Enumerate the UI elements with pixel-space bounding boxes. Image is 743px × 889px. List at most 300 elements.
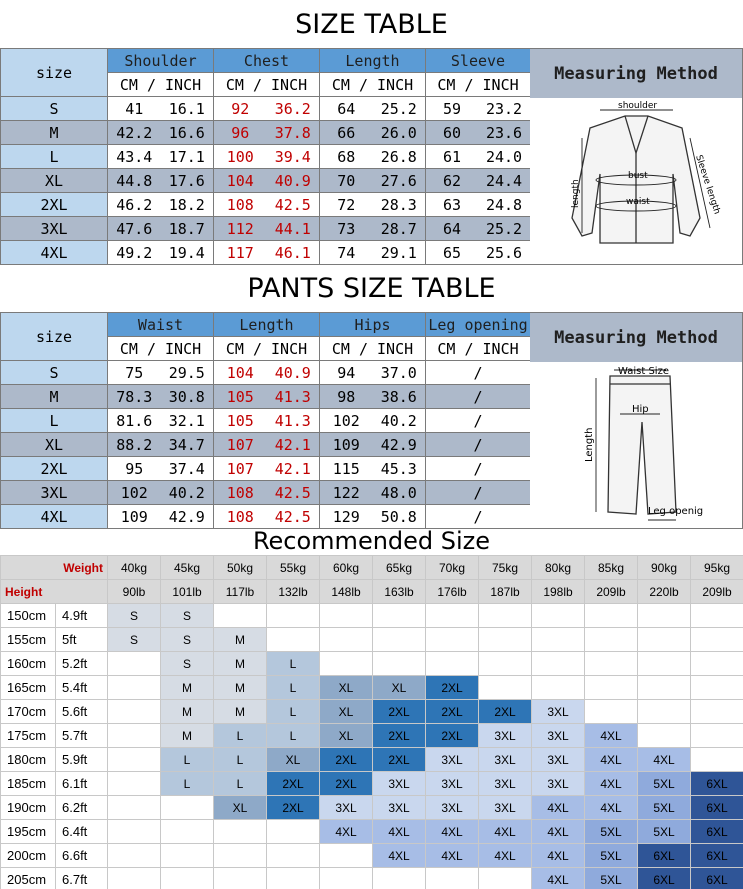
- rec-size-cell: 5XL: [638, 772, 691, 796]
- rec-height-ft: 5ft: [56, 628, 108, 652]
- pants-value-inch: 41.3: [274, 387, 311, 406]
- pants-value-inch: 50.8: [380, 507, 417, 526]
- rec-size-cell: M: [214, 676, 267, 700]
- pants-size-cell: 3XL: [1, 481, 108, 505]
- pants-value-inch: 41.3: [274, 411, 311, 430]
- diagram-sleeve-label: Sleeve length: [693, 153, 722, 216]
- rec-height-cm: 155cm: [1, 628, 56, 652]
- rec-size-cell: 5XL: [585, 844, 638, 868]
- rec-size-cell: 2XL: [426, 700, 479, 724]
- rec-size-cell: [532, 604, 585, 628]
- rec-weight-lb: 117lb: [214, 580, 267, 604]
- rec-size-cell: L: [267, 724, 320, 748]
- rec-size-cell: 6XL: [638, 868, 691, 889]
- shirt-value-inch: 23.6: [485, 123, 523, 142]
- rec-size-cell: 6XL: [691, 844, 743, 868]
- shirt-value-cm: 43.4: [116, 147, 153, 166]
- jacket-diagram: [530, 98, 743, 268]
- rec-size-cell: 4XL: [479, 844, 532, 868]
- pants-header-row: [1, 313, 531, 337]
- rec-row: [1, 652, 743, 676]
- pants-size-header: size: [1, 313, 108, 361]
- rec-size-cell: 4XL: [426, 844, 479, 868]
- pants-value-cell: [214, 505, 320, 529]
- rec-height-cm: 195cm: [1, 820, 56, 844]
- pants-value-inch: 42.5: [274, 507, 311, 526]
- shirt-value-cell: [108, 97, 214, 121]
- rec-size-cell: XL: [320, 676, 373, 700]
- pants-value: /: [473, 507, 483, 526]
- rec-size-cell: [638, 676, 691, 700]
- shirt-value-cm: 61: [442, 147, 462, 166]
- pants-unit-label: CM / INCH: [426, 337, 531, 361]
- shirt-value-inch: 17.1: [168, 147, 205, 166]
- rec-size-cell: [479, 652, 532, 676]
- rec-size-cell: 2XL: [426, 676, 479, 700]
- rec-size-cell: 4XL: [373, 820, 426, 844]
- rec-size-cell: S: [161, 652, 214, 676]
- shirt-size-cell: XL: [1, 169, 108, 193]
- rec-size-cell: 2XL: [373, 700, 426, 724]
- rec-size-cell: [161, 820, 214, 844]
- rec-size-cell: 4XL: [585, 748, 638, 772]
- shirt-value-cm: 112: [226, 219, 254, 238]
- pants-column-header: Length: [214, 313, 320, 337]
- shirt-row: [1, 217, 531, 241]
- rec-size-cell: L: [214, 748, 267, 772]
- shirt-unit-label: CM / INCH: [214, 73, 320, 97]
- rec-size-cell: L: [267, 676, 320, 700]
- diagram-pants-length-label: Length: [584, 427, 595, 462]
- pants-value-cell: [320, 457, 426, 481]
- pants-value-cm: 115: [332, 459, 360, 478]
- rec-size-cell: [426, 604, 479, 628]
- rec-size-cell: 3XL: [479, 724, 532, 748]
- rec-size-cell: XL: [320, 724, 373, 748]
- rec-size-cell: [638, 604, 691, 628]
- shirt-value-cell: [108, 193, 214, 217]
- rec-height-cm: 160cm: [1, 652, 56, 676]
- pants-size-cell: XL: [1, 433, 108, 457]
- shirt-value-inch: 36.2: [274, 99, 311, 118]
- rec-size-cell: [161, 796, 214, 820]
- diagram-hip-label: Hip: [632, 404, 649, 415]
- rec-size-cell: 4XL: [585, 724, 638, 748]
- rec-weight-lb: 132lb: [267, 580, 320, 604]
- pants-column-header: Leg opening: [426, 313, 531, 337]
- rec-size-cell: XL: [320, 700, 373, 724]
- shirt-value-cell: [214, 121, 320, 145]
- shirt-header-row: [1, 49, 531, 73]
- rec-height-cm: 205cm: [1, 868, 56, 889]
- rec-height-ft: 5.2ft: [56, 652, 108, 676]
- pants-value-cm: 129: [332, 507, 360, 526]
- rec-size-cell: [691, 652, 743, 676]
- rec-size-cell: [479, 628, 532, 652]
- rec-height-cm: 170cm: [1, 700, 56, 724]
- rec-size-cell: [691, 748, 743, 772]
- rec-size-cell: [108, 700, 161, 724]
- pants-row: [1, 481, 531, 505]
- pants-value-cell: [214, 361, 320, 385]
- shirt-value-cm: 72: [337, 195, 356, 214]
- shirt-value-cm: 108: [226, 195, 254, 214]
- pants-value-cell: [426, 433, 531, 457]
- rec-size-cell: [267, 628, 320, 652]
- pants-size-cell: L: [1, 409, 108, 433]
- recommended-size-table: [0, 555, 743, 889]
- rec-weight-lb: 220lb: [638, 580, 691, 604]
- rec-size-cell: [479, 676, 532, 700]
- rec-size-cell: 2XL: [426, 724, 479, 748]
- pants-size-cell: M: [1, 385, 108, 409]
- rec-size-cell: [161, 844, 214, 868]
- shirt-value-cell: [320, 169, 426, 193]
- rec-height-cm: 180cm: [1, 748, 56, 772]
- shirt-size-cell: 3XL: [1, 217, 108, 241]
- pants-value-cm: 108: [226, 483, 254, 502]
- pants-value-cell: [108, 481, 214, 505]
- pants-measuring-method-panel: [530, 312, 743, 529]
- rec-size-cell: L: [267, 700, 320, 724]
- rec-weight-lb: 101lb: [161, 580, 214, 604]
- rec-weight-kg: 60kg: [320, 556, 373, 580]
- shirt-value-cell: [108, 145, 214, 169]
- rec-size-cell: [638, 652, 691, 676]
- rec-height-cm: 150cm: [1, 604, 56, 628]
- rec-size-cell: 2XL: [373, 748, 426, 772]
- rec-size-cell: 4XL: [585, 772, 638, 796]
- rec-size-cell: [108, 772, 161, 796]
- shirt-value-inch: 29.1: [380, 243, 417, 262]
- shirt-value-inch: 37.8: [274, 123, 311, 142]
- shirt-value-cm: 62: [442, 171, 462, 190]
- pants-row: [1, 433, 531, 457]
- rec-size-cell: [108, 652, 161, 676]
- shirt-value-cell: [426, 121, 531, 145]
- shirt-column-header: Shoulder: [108, 49, 214, 73]
- shirt-value-inch: 24.0: [485, 147, 523, 166]
- shirt-value-cm: 70: [337, 171, 356, 190]
- rec-weight-lb: 187lb: [479, 580, 532, 604]
- shirt-value-cm: 68: [337, 147, 356, 166]
- pants-value-inch: 40.9: [274, 363, 311, 382]
- pants-value-cell: [426, 385, 531, 409]
- shirt-unit-label: CM / INCH: [426, 73, 531, 97]
- pants-size-cell: 2XL: [1, 457, 108, 481]
- shirt-value-cell: [320, 121, 426, 145]
- rec-size-cell: L: [214, 772, 267, 796]
- shirt-value-inch: 28.7: [380, 219, 417, 238]
- rec-size-cell: 4XL: [638, 748, 691, 772]
- rec-size-cell: 3XL: [320, 796, 373, 820]
- shirt-value-inch: 16.6: [168, 123, 205, 142]
- pants-value-cm: 78.3: [116, 387, 153, 406]
- pants-value-inch: 37.4: [168, 459, 205, 478]
- rec-size-cell: [214, 820, 267, 844]
- rec-size-cell: [161, 868, 214, 889]
- rec-size-cell: [585, 604, 638, 628]
- shirt-value-inch: 19.4: [168, 243, 205, 262]
- shirt-value-cell: [214, 169, 320, 193]
- shirt-value-cell: [426, 217, 531, 241]
- shirt-row: [1, 121, 531, 145]
- rec-size-cell: 4XL: [532, 868, 585, 889]
- pants-value-cm: 94: [337, 363, 356, 382]
- rec-height-cm: 175cm: [1, 724, 56, 748]
- shirt-value-cm: 59: [442, 99, 462, 118]
- rec-size-cell: [267, 844, 320, 868]
- pants-value-cell: [320, 433, 426, 457]
- shirt-value-cm: 46.2: [116, 195, 153, 214]
- pants-value-cm: 88.2: [116, 435, 153, 454]
- rec-size-cell: [373, 604, 426, 628]
- pants-unit-label: CM / INCH: [108, 337, 214, 361]
- pants-value: /: [473, 483, 483, 502]
- rec-size-cell: 4XL: [426, 820, 479, 844]
- rec-size-cell: 3XL: [532, 772, 585, 796]
- rec-weight-kg: 85kg: [585, 556, 638, 580]
- rec-size-cell: 3XL: [373, 796, 426, 820]
- pants-value-cell: [426, 409, 531, 433]
- rec-weight-lb: 198lb: [532, 580, 585, 604]
- shirt-value-cm: 74: [337, 243, 356, 262]
- rec-row: [1, 604, 743, 628]
- rec-size-cell: [585, 676, 638, 700]
- rec-size-cell: [320, 604, 373, 628]
- pants-value-cell: [108, 385, 214, 409]
- rec-size-cell: 3XL: [479, 796, 532, 820]
- pants-column-header: Hips: [320, 313, 426, 337]
- rec-size-cell: L: [161, 748, 214, 772]
- pants-value-inch: 45.3: [380, 459, 417, 478]
- pants-row: [1, 457, 531, 481]
- pants-value-cell: [214, 457, 320, 481]
- shirt-value-cell: [214, 97, 320, 121]
- rec-size-cell: [691, 724, 743, 748]
- diagram-shoulder-label: shoulder: [618, 101, 658, 111]
- rec-size-cell: [585, 700, 638, 724]
- rec-height-ft: 5.6ft: [56, 700, 108, 724]
- shirt-value-cm: 47.6: [116, 219, 153, 238]
- shirt-value-cell: [426, 97, 531, 121]
- pants-value-cm: 102: [120, 483, 148, 502]
- rec-weight-kg-row: [1, 556, 743, 580]
- pants-row: [1, 505, 531, 529]
- rec-size-cell: [691, 604, 743, 628]
- rec-size-cell: S: [161, 604, 214, 628]
- shirt-value-cm: 60: [442, 123, 462, 142]
- pants-value-cell: [108, 505, 214, 529]
- shirt-row: [1, 193, 531, 217]
- pants-value-cm: 107: [226, 459, 254, 478]
- rec-size-cell: 6XL: [638, 844, 691, 868]
- pants-value-inch: 42.9: [380, 435, 417, 454]
- shirt-value-inch: 40.9: [274, 171, 311, 190]
- shirt-size-table: [0, 48, 531, 265]
- pants-value-cm: 108: [226, 507, 254, 526]
- shirt-value-inch: 18.7: [168, 219, 205, 238]
- rec-size-cell: 2XL: [320, 772, 373, 796]
- pants-value-cell: [108, 433, 214, 457]
- pants-value-cell: [320, 481, 426, 505]
- shirt-value-cell: [320, 193, 426, 217]
- rec-size-cell: [426, 868, 479, 889]
- shirt-value-inch: 26.8: [380, 147, 417, 166]
- rec-height-label: Height: [1, 580, 108, 604]
- pants-value-cell: [426, 457, 531, 481]
- rec-height-ft: 6.4ft: [56, 820, 108, 844]
- pants-value-cell: [214, 481, 320, 505]
- pants-value-cm: 81.6: [116, 411, 153, 430]
- diagram-leg-opening-label: Leg openig: [648, 506, 704, 517]
- shirt-value-cell: [108, 121, 214, 145]
- shirt-value-cm: 41: [125, 99, 144, 118]
- rec-size-cell: [267, 820, 320, 844]
- pants-value-cell: [108, 409, 214, 433]
- shirt-value-cm: 64: [337, 99, 356, 118]
- rec-size-cell: 6XL: [691, 868, 743, 889]
- shirt-value-cm: 117: [226, 243, 254, 262]
- shirt-value-cm: 44.8: [116, 171, 153, 190]
- rec-weight-kg: 50kg: [214, 556, 267, 580]
- pants-value-inch: 40.2: [380, 411, 417, 430]
- rec-height-ft: 6.6ft: [56, 844, 108, 868]
- pants-value-cm: 122: [332, 483, 360, 502]
- rec-height-cm: 190cm: [1, 796, 56, 820]
- rec-size-cell: [479, 868, 532, 889]
- pants-value-cm: 105: [226, 411, 254, 430]
- rec-row: [1, 820, 743, 844]
- shirt-value-inch: 26.0: [380, 123, 417, 142]
- pants-value-inch: 42.9: [168, 507, 205, 526]
- shirt-value-inch: 42.5: [274, 195, 311, 214]
- shirt-size-header: size: [1, 49, 108, 97]
- rec-size-cell: [108, 820, 161, 844]
- pants-value-cm: 98: [337, 387, 356, 406]
- rec-size-cell: L: [214, 724, 267, 748]
- shirt-size-cell: S: [1, 97, 108, 121]
- rec-weight-lb: 148lb: [320, 580, 373, 604]
- pants-value: /: [473, 411, 483, 430]
- size-table-title: SIZE TABLE: [295, 9, 448, 40]
- rec-size-cell: 3XL: [479, 748, 532, 772]
- shirt-value-cm: 42.2: [116, 123, 153, 142]
- pants-value: /: [473, 459, 483, 478]
- rec-size-cell: [479, 604, 532, 628]
- rec-row: [1, 796, 743, 820]
- rec-size-cell: 2XL: [320, 748, 373, 772]
- rec-size-cell: [108, 868, 161, 889]
- shirt-value-inch: 39.4: [274, 147, 311, 166]
- rec-weight-lb: 90lb: [108, 580, 161, 604]
- rec-size-cell: [108, 748, 161, 772]
- shirt-value-cell: [108, 217, 214, 241]
- rec-size-cell: [214, 604, 267, 628]
- shirt-value-cell: [320, 97, 426, 121]
- rec-weight-kg: 65kg: [373, 556, 426, 580]
- rec-size-cell: 4XL: [320, 820, 373, 844]
- rec-weight-kg: 95kg: [691, 556, 743, 580]
- pants-value-inch: 42.1: [274, 459, 311, 478]
- shirt-value-cell: [320, 217, 426, 241]
- rec-size-cell: [426, 652, 479, 676]
- pants-size-table: [0, 312, 531, 529]
- diagram-length-label: length: [571, 179, 581, 208]
- rec-height-cm: 185cm: [1, 772, 56, 796]
- pants-value-inch: 38.6: [380, 387, 417, 406]
- shirt-row: [1, 241, 531, 265]
- rec-size-cell: [108, 724, 161, 748]
- rec-size-cell: 4XL: [532, 820, 585, 844]
- rec-size-cell: 5XL: [638, 820, 691, 844]
- rec-size-cell: M: [161, 700, 214, 724]
- pants-value-inch: 42.5: [274, 483, 311, 502]
- rec-size-cell: L: [267, 652, 320, 676]
- pants-value-cell: [426, 481, 531, 505]
- shirt-unit-label: CM / INCH: [320, 73, 426, 97]
- shirt-value-cell: [320, 145, 426, 169]
- shirt-value-cm: 65: [442, 243, 462, 262]
- rec-row: [1, 724, 743, 748]
- pants-value-cm: 95: [125, 459, 144, 478]
- pants-value-cell: [320, 385, 426, 409]
- shirt-value-cell: [320, 241, 426, 265]
- rec-size-cell: [638, 628, 691, 652]
- rec-size-cell: [638, 700, 691, 724]
- pants-value-cell: [426, 361, 531, 385]
- pants-value-inch: 42.1: [274, 435, 311, 454]
- shirt-row: [1, 169, 531, 193]
- shirt-value-inch: 24.4: [485, 171, 523, 190]
- shirt-value-inch: 28.3: [380, 195, 417, 214]
- pants-diagram: [530, 362, 743, 532]
- rec-size-cell: [320, 868, 373, 889]
- shirt-column-header: Chest: [214, 49, 320, 73]
- rec-size-cell: [108, 844, 161, 868]
- shirt-value-cell: [426, 169, 531, 193]
- rec-weight-kg: 80kg: [532, 556, 585, 580]
- shirt-column-header: Sleeve: [426, 49, 531, 73]
- rec-size-cell: 3XL: [532, 700, 585, 724]
- shirt-value-inch: 44.1: [274, 219, 311, 238]
- rec-size-cell: [320, 652, 373, 676]
- rec-size-cell: [532, 652, 585, 676]
- shirt-value-cell: [214, 145, 320, 169]
- rec-size-cell: [373, 868, 426, 889]
- rec-size-cell: [108, 676, 161, 700]
- pants-unit-label: CM / INCH: [214, 337, 320, 361]
- rec-size-cell: M: [214, 700, 267, 724]
- rec-size-cell: [532, 628, 585, 652]
- rec-size-cell: [320, 844, 373, 868]
- rec-size-cell: 3XL: [426, 772, 479, 796]
- shirt-value-cm: 49.2: [116, 243, 153, 262]
- rec-weight-kg: 70kg: [426, 556, 479, 580]
- pants-value-inch: 29.5: [168, 363, 205, 382]
- shirt-value-inch: 24.8: [485, 195, 523, 214]
- diagram-waist-label: waist: [626, 197, 650, 207]
- pants-value-inch: 37.0: [380, 363, 417, 382]
- shirt-value-inch: 25.6: [485, 243, 523, 262]
- rec-size-cell: XL: [214, 796, 267, 820]
- pants-value-cell: [320, 361, 426, 385]
- rec-size-cell: 6XL: [691, 796, 743, 820]
- rec-weight-lb: 176lb: [426, 580, 479, 604]
- rec-size-cell: 2XL: [267, 796, 320, 820]
- shirt-value-inch: 25.2: [380, 99, 417, 118]
- rec-size-cell: 5XL: [585, 868, 638, 889]
